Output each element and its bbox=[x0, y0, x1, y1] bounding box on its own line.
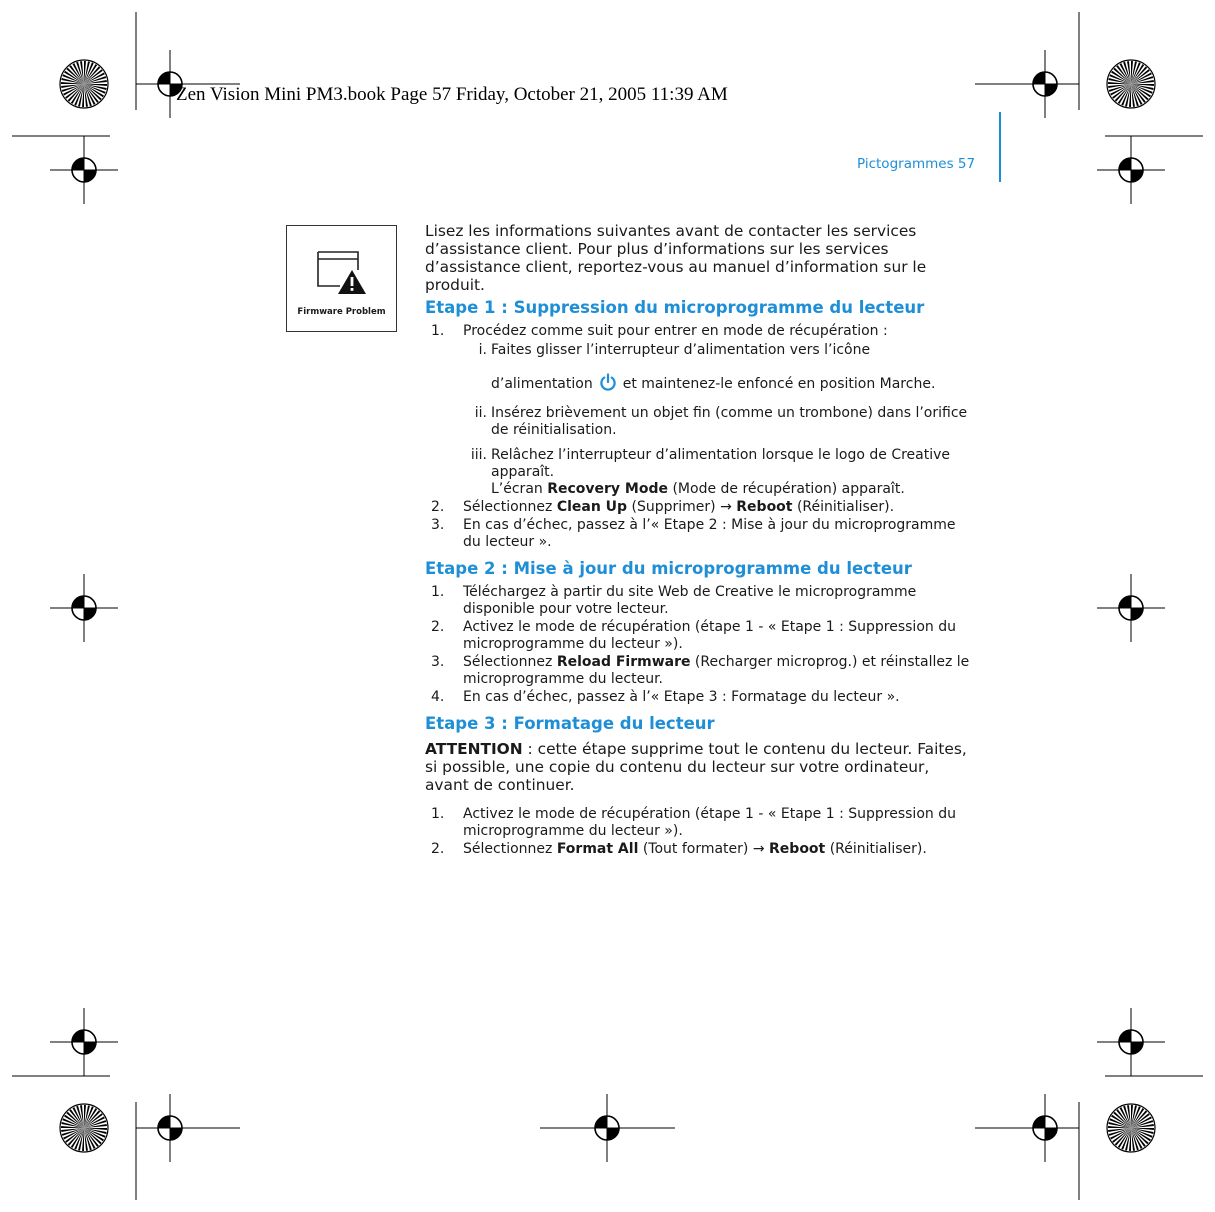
substep-continued bbox=[491, 373, 975, 397]
step-number: 2. bbox=[431, 619, 445, 635]
step-text: Téléchargez à partir du site Web de Creative le microprogramme disponible pour votre lecteur. bbox=[463, 584, 917, 617]
warning-label: ATTENTION bbox=[425, 740, 523, 758]
step-number: 3. bbox=[431, 654, 445, 670]
registration-target bbox=[1011, 1094, 1079, 1162]
substep-number: iii. bbox=[470, 447, 487, 463]
step-number: 3. bbox=[431, 517, 445, 533]
step-text: Activez le mode de récupération (étape 1 - « Etape 1 : Suppression du microprogramme du lecteur »). bbox=[463, 619, 956, 652]
step-text: Procédez comme suit pour entrer en mode de récupération : bbox=[463, 323, 888, 339]
power-icon bbox=[599, 373, 617, 397]
step-text: (Tout formater) → bbox=[638, 841, 770, 857]
list-item bbox=[425, 841, 975, 858]
step-text: (Réinitialiser). bbox=[825, 841, 927, 857]
list-item bbox=[425, 806, 975, 840]
substep-text: Relâchez l’interrupteur d’alimentation lorsque le logo de Creative apparaît. bbox=[491, 447, 951, 480]
firmware-warning-icon bbox=[316, 248, 368, 298]
step-text: En cas d’échec, passez à l’« Etape 3 : Formatage du lecteur ». bbox=[463, 689, 900, 705]
ui-term: Format All bbox=[556, 841, 639, 857]
substep-text: et maintenez-le enfoncé en position Marche. bbox=[622, 376, 936, 392]
page-content bbox=[425, 222, 975, 866]
substeps bbox=[463, 342, 975, 498]
step-text: Sélectionnez bbox=[463, 841, 557, 857]
registration-target bbox=[1097, 574, 1165, 642]
ui-term: Clean Up bbox=[556, 499, 628, 515]
substep-number: i. bbox=[478, 342, 487, 358]
ui-term: Reload Firmware bbox=[556, 654, 691, 670]
pictogram-caption: Firmware Problem bbox=[297, 307, 386, 317]
list-item bbox=[425, 689, 975, 706]
section-3-steps bbox=[425, 806, 975, 858]
registration-target bbox=[573, 1094, 641, 1162]
starburst-mark bbox=[1107, 60, 1155, 108]
registration-target bbox=[1097, 136, 1165, 204]
ui-term: Reboot bbox=[736, 499, 793, 515]
list-item bbox=[425, 619, 975, 653]
registration-target bbox=[1097, 1008, 1165, 1076]
substep-number: ii. bbox=[474, 405, 487, 421]
step-number: 2. bbox=[431, 841, 445, 857]
step-text: (Recharger microprog.) et réinstallez le microprogramme du lecteur. bbox=[463, 654, 970, 687]
section-3-heading: Etape 3 : Formatage du lecteur bbox=[425, 714, 715, 733]
list-item bbox=[425, 499, 975, 516]
substep-text: L’écran bbox=[491, 481, 548, 497]
list-item bbox=[463, 405, 975, 439]
step-number: 1. bbox=[431, 584, 445, 600]
substep-text: Faites glisser l’interrupteur d’alimentation vers l’icône bbox=[491, 342, 871, 358]
substep-text: d’alimentation bbox=[491, 376, 593, 392]
registration-target bbox=[136, 1094, 204, 1162]
running-head: Pictogrammes 57 bbox=[857, 156, 976, 172]
pictogram-box bbox=[286, 225, 397, 332]
starburst-mark bbox=[1107, 1104, 1155, 1152]
starburst-mark bbox=[60, 60, 108, 108]
list-item bbox=[463, 342, 975, 397]
substep-text: (Mode de récupération) apparaît. bbox=[668, 481, 905, 497]
registration-target bbox=[1011, 50, 1079, 118]
section-1-heading: Etape 1 : Suppression du microprogramme du lecteur bbox=[425, 298, 925, 317]
step-text: Sélectionnez bbox=[463, 654, 557, 670]
step-text: (Réinitialiser). bbox=[792, 499, 895, 515]
section-2-steps bbox=[425, 584, 975, 706]
list-item bbox=[463, 447, 975, 498]
ui-term: Reboot bbox=[769, 841, 826, 857]
list-item bbox=[425, 517, 975, 551]
step-text: Activez le mode de récupération (étape 1 - « Etape 1 : Suppression du microprogramme du lecteur »). bbox=[463, 806, 956, 839]
substep-text: Insérez brièvement un objet fin (comme un trombone) dans l’orifice de réinitialisation. bbox=[491, 405, 968, 438]
ui-term: Recovery Mode bbox=[547, 481, 669, 497]
step-number: 4. bbox=[431, 689, 445, 705]
section-1-steps bbox=[425, 323, 975, 551]
registration-target bbox=[50, 136, 118, 204]
step-text: (Supprimer) → bbox=[627, 499, 737, 515]
step-number: 1. bbox=[431, 323, 445, 339]
section-2-heading: Etape 2 : Mise à jour du microprogramme du lecteur bbox=[425, 559, 912, 578]
starburst-mark bbox=[60, 1104, 108, 1152]
step-text: Sélectionnez bbox=[463, 499, 557, 515]
step-text: En cas d’échec, passez à l’« Etape 2 : Mise à jour du microprogramme du lecteur ». bbox=[463, 517, 956, 550]
book-slug: Zen Vision Mini PM3.book Page 57 Friday, October 21, 2005 11:39 AM bbox=[176, 84, 728, 105]
step-number: 1. bbox=[431, 806, 445, 822]
registration-target bbox=[50, 1008, 118, 1076]
step-number: 2. bbox=[431, 499, 445, 515]
list-item bbox=[425, 323, 975, 498]
registration-target bbox=[50, 574, 118, 642]
warning-paragraph bbox=[425, 740, 975, 794]
list-item bbox=[425, 584, 975, 618]
list-item bbox=[425, 654, 975, 688]
header-rule bbox=[999, 112, 1001, 182]
warning-text: : cette étape supprime tout le contenu du lecteur. Faites, si possible, une copie du contenu du lecteur sur votre ordinateur, avant de continuer. bbox=[425, 740, 967, 794]
intro-paragraph: Lisez les informations suivantes avant de contacter les services d’assistance client. Pour plus d’informations sur les services d’assistance client, reportez-vous au manuel d’information sur le produit. bbox=[425, 222, 927, 294]
